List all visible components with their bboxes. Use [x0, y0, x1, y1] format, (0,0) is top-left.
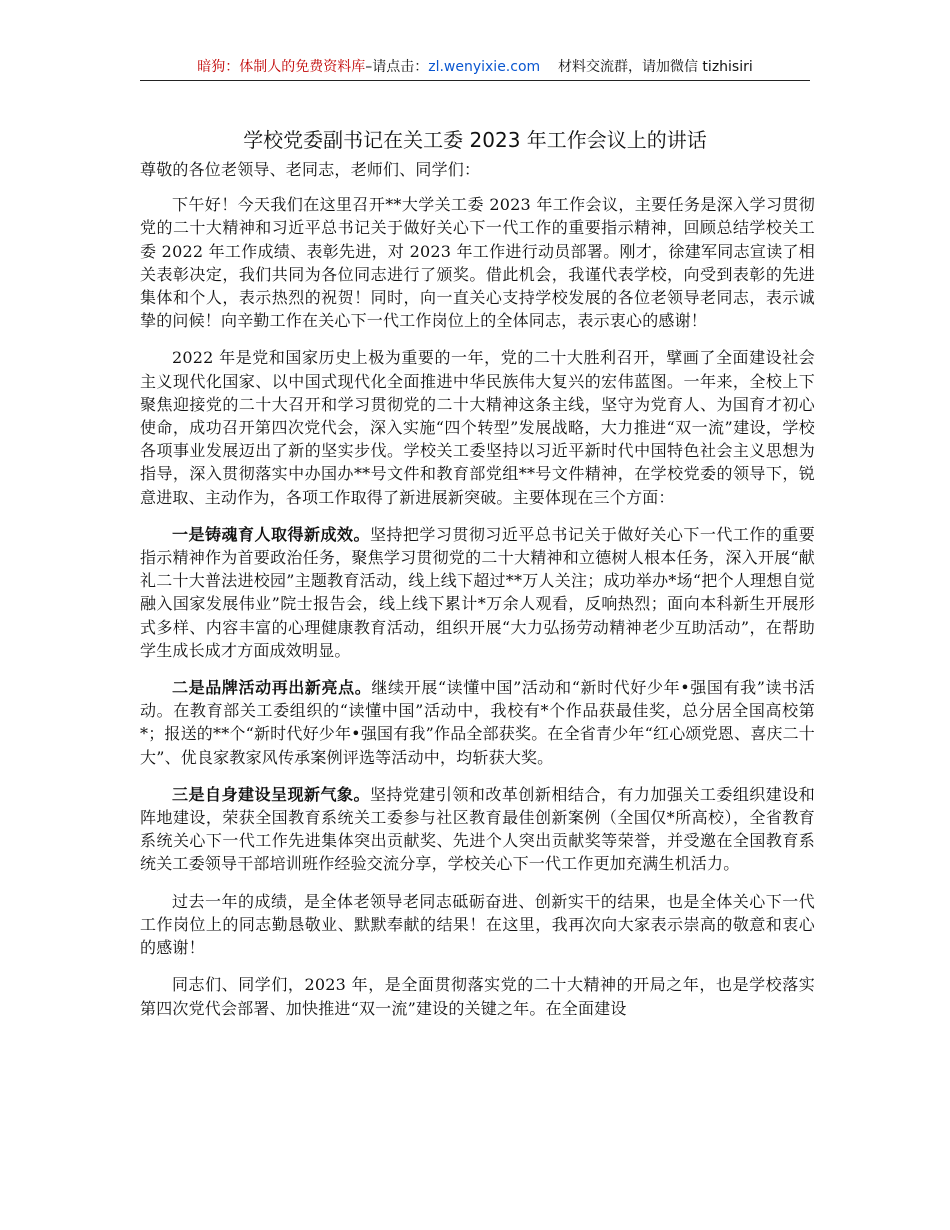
header-promo-text: 暗狗：体制人的免费资料库 — [197, 59, 366, 75]
header-divider — [140, 80, 810, 81]
point-1-text: 坚持把学习贯彻习近平总书记关于做好关心下一代工作的重要指示精神作为首要政治任务，聚焦学习贯彻党的二十大精神和立德树人根本任务，深入开展“献礼二十大普法进校园”主题教育活动，线上线下超过**万人关注；成功举办*场“把个人理想自觉融入国家发展伟业”院士报告会，线上线下累计*万余人观看，反响热烈；面向本科新生开展形式多样、内容丰富的心理健康教育活动，组织开展“大力弘扬劳动精神老少互助活动”，在帮助学生成长成才方面成效明显。 — [140, 524, 815, 660]
document-title: 学校党委副书记在关工委 2023 年工作会议上的讲话 — [243, 128, 707, 153]
paragraph-opening: 下午好！今天我们在这里召开**大学关工委 2023 年工作会议，主要任务是深入学习贯彻党的二十大精神和习近平总书记关于做好关心下一代工作的重要指示精神，回顾总结学校关工委 2022 年工作成绩、表彰先进，对 2023 年工作进行动员部署。刚才，徐建军同志宣读了相关表彰决定，我们共同为各位同志进行了颁奖。借此机会，我谨代表学校，向受到表彰的先进集体和个人，表示热烈的祝贺！同时，向一直关心支持学校发展的各位老领导老同志，表示诚挚的问候！向辛勤工作在关心下一代工作岗位上的全体同志，表示衷心的感谢！ — [140, 195, 815, 331]
paragraph-review: 2022 年是党和国家历史上极为重要的一年，党的二十大胜利召开，擘画了全面建设社会主义现代化国家、以中国式现代化全面推进中华民族伟大复兴的宏伟蓝图。一年来，全校上下聚焦迎接党的二十大召开和学习贯彻党的二十大精神这条主线，坚守为党育人、为国育才初心使命，成功召开第四次党代会，深入实施“四个转型”发展战略，大力推进“双一流”建设，学校各项事业发展迈出了新的坚实步伐。学校关工委坚持以习近平新时代中国特色社会主义思想为指导，深入贯彻落实中办国办**号文件和教育部党组**号文件精神，在学校党委的领导下，锐意进取、主动作为，各项工作取得了新进展新突破。主要体现在三个方面： — [140, 348, 815, 507]
paragraph-thanks: 过去一年的成绩，是全体老领导老同志砥砺奋进、创新实干的结果，也是全体关心下一代工作岗位上的同志勤恳敬业、默默奉献的结果！在这里，我再次向大家表示崇高的敬意和衷心的感谢！ — [140, 891, 815, 958]
document-body — [140, 158, 815, 1034]
point-2-text: 继续开展“读懂中国”活动和“新时代好少年•强国有我”读书活动。在教育部关工委组织的“读懂中国”活动中，我校有*个作品获最佳奖，总分居全国高校第*；报送的**个“新时代好少年•强国有我”作品全部获奖。在全省青少年“红心颂党恩、喜庆二十大”、优良家教家风传承案例评选等活动中，均斩获大奖。 — [140, 678, 815, 767]
point-3-text: 坚持党建引领和改革创新相结合，有力加强关工委组织建设和阵地建设，荣获全国教育系统关工委参与社区教育最佳创新案例（全国仅*所高校），全省教育系统关心下一代工作先进集体突出贡献奖、先进个人突出贡献奖等荣誉，并受邀在全国教育系统关工委领导干部培训班作经验交流分享，学校关心下一代工作更加充满生机活力。 — [140, 784, 815, 874]
point-2-lead: 二是品牌活动再出新亮点。 — [172, 678, 372, 698]
page-header — [140, 56, 810, 78]
paragraph-point-2 — [140, 676, 815, 769]
salutation: 尊敬的各位老领导、老同志，老师们、同学们： — [140, 160, 481, 179]
header-click-prefix: –请点击： — [365, 59, 429, 75]
header-contact-text: 材料交流群，请加微信 tizhisiri — [557, 59, 753, 75]
point-3-lead: 三是自身建设呈现新气象。 — [172, 784, 370, 804]
paragraph-outlook: 同志们、同学们，2023 年，是全面贯彻落实党的二十大精神的开局之年，也是学校落实第四次党代会部署、加快推进“双一流”建设的关键之年。在全面建设 — [140, 975, 815, 1018]
point-1-lead: 一是铸魂育人取得新成效。 — [172, 524, 370, 544]
paragraph-point-1 — [140, 523, 815, 662]
paragraph-point-3 — [140, 783, 815, 876]
header-url-link[interactable]: zl.wenyixie.com — [428, 59, 541, 75]
